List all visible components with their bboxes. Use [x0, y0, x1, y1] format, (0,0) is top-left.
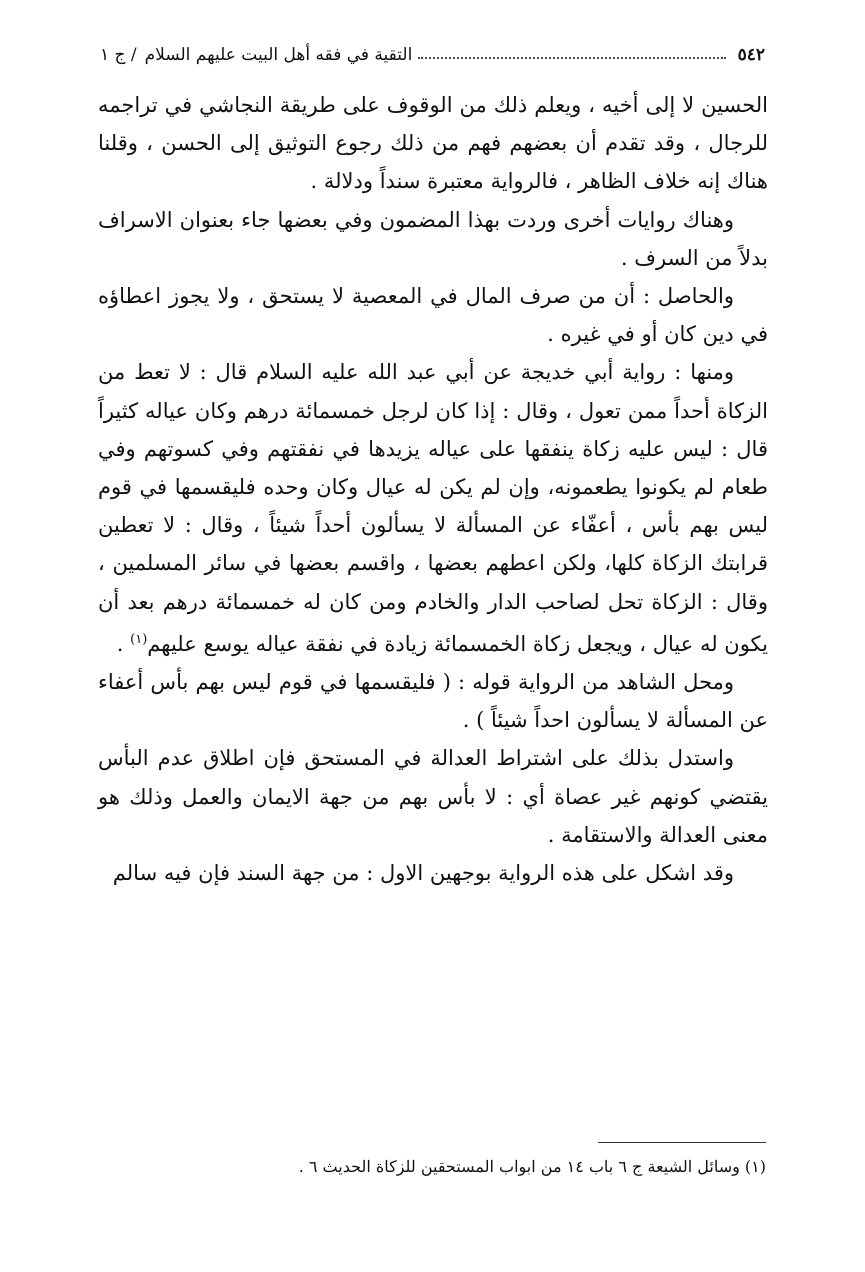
paragraph-4-end: . — [116, 631, 131, 656]
footnote: (١) وسائل الشيعة ج ٦ باب ١٤ من ابواب المستحقين للزكاة الحديث ٦ . — [298, 1157, 766, 1176]
paragraph-4 — [98, 353, 768, 663]
footnote-divider — [598, 1142, 766, 1143]
paragraph-5: ومحل الشاهد من الرواية قوله : ( فليقسمها في قوم ليس بهم بأس أعفاء عن المسألة لا يسألون احداً شيئاً ) . — [98, 670, 768, 733]
paragraph-4-text: ومنها : رواية أبي خديجة عن أبي عبد الله عليه السلام قال : لا تعط من الزكاة أحداً ممن تعول ، وقال : إذا كان لرجل خمسمائة درهم وكان عياله كثيراً قال : ليس عليه زكاة ينفقها على عياله يزيدها في نفقتهم وفي كسوتهم وفي طعام لم يكونوا يطعمونه، وإن لم يكن له عيال وكان وحده فليقسمها في قوم ليس بهم بأس ، أعفّاء عن المسألة لا يسألون أحداً شيئاً ، وقال : لا تعطين قرابتك الزكاة كلها، ولكن اعطهم بعضها ، واقسم بعضها في سائر المسلمين ، وقال : الزكاة تحل لصاحب الدار والخادم ومن كان له خمسمائة درهم بعد أن يكون له عيال ، ويجعل زكاة الخمسمائة زيادة في نفقة عياله يوسع عليهم — [98, 360, 768, 656]
page-number: ٥٤٢ — [737, 45, 765, 65]
running-title: التقية في فقه أهل البيت عليهم السلام — [144, 45, 413, 65]
paragraph-2: وهناك روايات أخرى وردت بهذا المضمون وفي بعضها جاء بعنوان الاسراف بدلاً من السرف . — [98, 207, 768, 270]
main-text — [98, 86, 768, 892]
running-header — [100, 38, 765, 72]
paragraph-3: والحاصل : أن من صرف المال في المعصية لا يستحق ، ولا يجوز اعطاؤه في دين كان أو في غيره . — [98, 284, 768, 347]
paragraph-6: واستدل بذلك على اشتراط العدالة في المستحق فإن اطلاق عدم البأس يقتضي كونهم غير عصاة أي : لا بأس بهم من جهة الايمان والعمل وذلك هو معنى العدالة والاستقامة . — [98, 746, 768, 847]
dot-leader — [418, 47, 725, 59]
footnote-marker: (١) — [130, 631, 148, 647]
paragraph-1: الحسين لا إلى أخيه ، ويعلم ذلك من الوقوف على طريقة النجاشي في تراجمه للرجال ، وقد تقدم أن بعضهم فهم من ذلك رجوع التوثيق إلى الحسن ، وقلنا هناك إنه خلاف الظاهر ، فالرواية معتبرة سنداً ودلالة . — [98, 93, 768, 194]
paragraph-7: وقد اشكل على هذه الرواية بوجهين الاول : من جهة السند فإن فيه سالم — [112, 861, 734, 886]
volume-label: / ج ١ — [100, 45, 137, 65]
